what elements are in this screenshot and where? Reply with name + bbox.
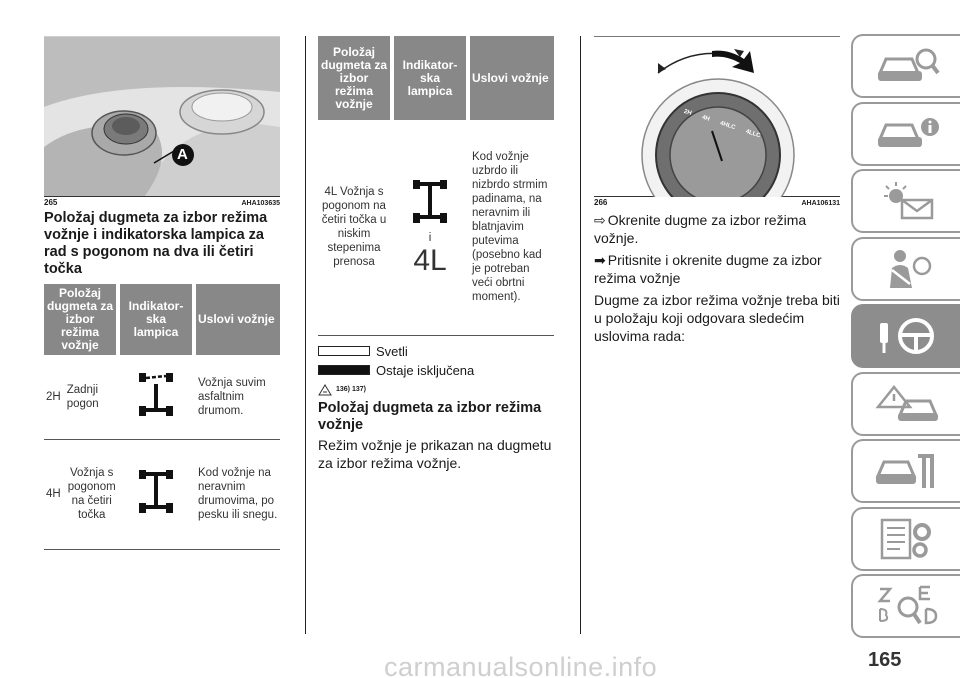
legend-lit-label: Svetli: [376, 343, 408, 359]
tab-car-search[interactable]: [851, 34, 960, 98]
page-number: 165: [868, 649, 902, 671]
position-code: 4H: [46, 488, 61, 500]
legend-off-swatch: [318, 365, 370, 375]
warning-hand-icon: [318, 384, 332, 396]
header-position: Položaj dugmeta za izbor režima vožnje: [44, 284, 116, 355]
right-column: [594, 36, 840, 345]
step-rotate-text: Okrenite dugme za izbor režima vožnje.: [594, 212, 807, 246]
header-indicator: Indikator-ska lampica: [120, 284, 192, 355]
knob-label-4h: 4H: [701, 114, 711, 123]
warning-lights-icon: [872, 178, 942, 224]
body-paragraph: Dugme za izbor režima vožnje treba biti u položaju koji odgovara sledećim uslovima rada:: [594, 292, 840, 344]
car-search-icon: [872, 43, 942, 89]
legend-off: [318, 363, 554, 378]
table-row: [44, 355, 280, 439]
indicator-joiner: i: [428, 232, 432, 245]
2wd-drivetrain-icon: [137, 370, 175, 420]
tab-warning-lights[interactable]: [851, 169, 960, 233]
column-divider: [580, 36, 581, 634]
legend-off-label: Ostaje isključena: [376, 362, 475, 378]
column-divider: [305, 36, 306, 634]
legend-lit-swatch: [318, 346, 370, 356]
tab-car-crash-warning[interactable]: [851, 372, 960, 436]
4wd-drivetrain-icon: [137, 467, 175, 517]
warning-refs-text: 136) 137): [336, 386, 366, 393]
step-press-rotate: [594, 251, 840, 287]
selector-knob-illustration: [594, 37, 840, 197]
figure-265-photo: [44, 36, 280, 196]
conditions-cell: Kod vožnje uzbrdo ili nizbrdo strmim padinama, na neravnim ili blatnjavim putevima (posebno kad je potreban veći obrtni moment).: [470, 120, 554, 335]
index-search-icon: [872, 583, 942, 629]
seatbelt-airbag-icon: [872, 246, 942, 292]
4wd-drivetrain-icon: [411, 177, 449, 227]
figure-266: [594, 36, 840, 196]
car-service-icon: [872, 448, 942, 494]
section-heading: Položaj dugmeta za izbor režima vožnje i indikatorska lampica za rad s pogonom na dva ili četiri točka: [44, 210, 268, 277]
header-conditions: Uslovi vožnje: [470, 36, 554, 120]
low-range-indicator: 4L: [413, 244, 447, 278]
solid-arrow-icon: ➡: [594, 252, 606, 268]
position-description: Zadnji pogon: [66, 383, 99, 410]
body-paragraph: Režim vožnje je prikazan na dugmetu za izbor režima vožnje.: [318, 436, 552, 471]
middle-column: [318, 36, 554, 472]
position-code: 2H: [46, 390, 61, 403]
steering-key-icon: [872, 313, 942, 359]
figure-code: AHA103635: [241, 200, 280, 207]
watermark: carmanualsonline.info: [384, 652, 658, 678]
indicator-cell: [394, 120, 466, 335]
conditions-cell: Kod vožnje na neravnim drumovima, po pesku ili snegu.: [196, 439, 280, 549]
tab-index[interactable]: [851, 574, 960, 638]
figure-number: 265: [44, 198, 58, 207]
drive-mode-table-continued: [318, 36, 554, 336]
spec-gear-icon: [872, 516, 942, 562]
legend: [318, 344, 554, 378]
knob-label-4llc: 4LLC: [744, 128, 761, 140]
figure-caption: [594, 196, 840, 207]
tab-specifications[interactable]: [851, 507, 960, 571]
knob-label-2h: 2H: [683, 108, 693, 117]
figure-caption: [44, 196, 280, 207]
header-position: Položaj dugmeta za izbor režima vožnje: [318, 36, 390, 120]
step-rotate: [594, 211, 840, 247]
left-column: [44, 36, 280, 550]
chapter-tabs: [851, 34, 960, 642]
tab-seatbelt-airbag[interactable]: [851, 237, 960, 301]
car-crash-warning-icon: [872, 381, 942, 427]
selector-knob-photo: [44, 37, 280, 196]
position-cell: 4L Vožnja s pogonom na četiri točka u niskim stepenima prenosa: [318, 120, 390, 335]
tab-steering-key[interactable]: [851, 304, 960, 368]
drive-mode-table: [44, 284, 280, 550]
position-cell: [44, 355, 120, 439]
position-cell: [44, 439, 120, 549]
table-row: [44, 439, 280, 549]
car-info-icon: [872, 111, 942, 157]
legend-lit: [318, 344, 554, 359]
indicator-cell: [120, 355, 192, 439]
knob-label-4hlc: 4HLC: [719, 120, 736, 132]
warning-references: [318, 384, 554, 396]
step-press-rotate-text: Pritisnite i okrenite dugme za izbor režima vožnje: [594, 252, 822, 286]
outline-arrow-icon: ⇨: [594, 212, 606, 228]
section-heading: Položaj dugmeta za izbor režima vožnje: [318, 399, 542, 433]
header-conditions: Uslovi vožnje: [196, 284, 280, 355]
indicator-cell: [120, 439, 192, 549]
callout-letter: A: [177, 146, 188, 163]
header-indicator: Indikator-ska lampica: [394, 36, 466, 120]
figure-number: 266: [594, 198, 608, 207]
conditions-cell: Vožnja suvim asfaltnim drumom.: [196, 355, 280, 439]
table-row: [318, 120, 554, 335]
tab-car-service[interactable]: [851, 439, 960, 503]
figure-code: AHA106131: [801, 200, 840, 207]
tab-car-info[interactable]: [851, 102, 960, 166]
position-description: Vožnja s pogonom na četiri točka: [67, 467, 116, 521]
